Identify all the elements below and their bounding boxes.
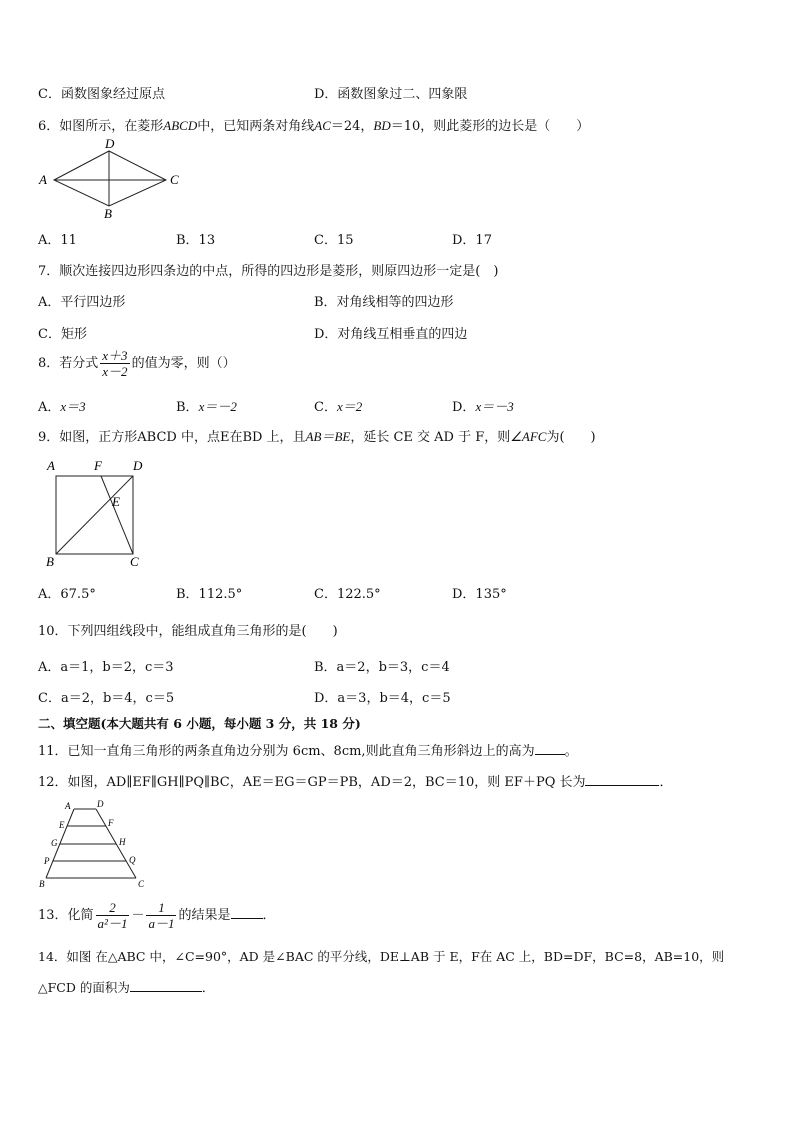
q6-label-d: D xyxy=(105,136,115,151)
q10-option-d: D．a＝3，b＝4，c＝5 xyxy=(314,691,451,706)
q12-label-h: H xyxy=(119,837,126,847)
q12-label-q: Q xyxy=(129,855,136,865)
q11-answer-blank[interactable] xyxy=(535,743,565,755)
q10-stem: 10．下列四组线段中，能组成直角三角形的是( ) xyxy=(38,624,338,639)
q9-square-figure xyxy=(40,456,150,572)
q10-option-c: C．a＝2，b＝4，c＝5 xyxy=(38,691,175,706)
q12-label-f: F xyxy=(108,818,114,828)
q7-option-c: C．矩形 xyxy=(38,327,87,342)
q8-fraction: $\frac{x+3}{x-2}$ xyxy=(102,348,128,379)
q9-option-a: A．67.5° xyxy=(38,587,96,602)
q5-option-d: D．函数图象过二、四象限 xyxy=(314,87,468,102)
q11-stem: 11．已知一直角三角形的两条直角边分别为 6cm、8cm,则此直角三角形斜边上的高为 。 xyxy=(38,744,578,759)
q12-label-a: A xyxy=(65,801,71,811)
q12-label-c: C xyxy=(138,879,145,889)
q9-label-a: A xyxy=(47,458,55,473)
q14-answer-blank[interactable] xyxy=(130,980,202,992)
q7-option-a: A．平行四边形 xyxy=(38,295,126,310)
q12-stem: 12．如图，AD∥EF∥GH∥PQ∥BC，AE＝EG＝GP＝PB，AD＝2，BC＝10，则 EF＋PQ 长为 ． xyxy=(38,775,673,790)
q12-label-e: E xyxy=(59,820,65,830)
q9-label-f: F xyxy=(94,458,102,473)
q12-trapezoid-figure xyxy=(36,798,156,894)
q9-label-c: C xyxy=(130,554,139,569)
q8-option-a: A．x＝3 xyxy=(38,399,86,415)
q13-fraction-2: $\frac{1}{a-1}$ xyxy=(148,900,175,931)
q12-label-g: G xyxy=(51,838,58,848)
q12-label-b: B xyxy=(39,879,45,889)
q12-label-d: D xyxy=(97,799,104,809)
q12-label-p: P xyxy=(44,856,50,866)
q10-option-b: B．a＝2，b＝3，c＝4 xyxy=(314,660,450,675)
q7-option-d: D．对角线互相垂直的四边 xyxy=(314,327,468,342)
q6-option-c: C．15 xyxy=(314,233,354,248)
q6-stem: 6．如图所示，在菱形ABCD中，已知两条对角线AC＝24，BD＝10，则此菱形的边长是（ ） xyxy=(38,118,590,134)
q14-stem-line1: 14．如图 在△ABC 中，∠C=90°，AD 是∠BAC 的平分线，DE⊥AB 于 E，F在 AC 上，BD=DF，BC=8，AB=10，则 xyxy=(38,949,725,964)
q6-option-d: D．17 xyxy=(452,233,492,248)
q13-answer-blank[interactable] xyxy=(231,907,263,919)
q14-stem-line2: △FCD 的面积为 ． xyxy=(38,980,215,995)
q6-label-b: B xyxy=(104,206,112,220)
q6-rhombus-figure xyxy=(34,136,194,220)
q10-option-a: A．a＝1，b＝2，c＝3 xyxy=(38,660,174,675)
q7-stem: 7．顺次连接四边形四条边的中点，所得的四边形是菱形，则原四边形一定是( ) xyxy=(38,264,499,279)
q8-option-d: D．x＝－3 xyxy=(452,399,514,415)
q6-option-a: A．11 xyxy=(38,233,77,248)
q9-stem: 9．如图，正方形ABCD 中，点E在BD 上，且AB＝BE，延长 CE 交 AD 于 F，则∠AFC为( ) xyxy=(38,429,596,445)
q5-option-c: C．函数图象经过原点 xyxy=(38,87,165,102)
q9-option-c: C．122.5° xyxy=(314,587,381,602)
q6-label-a: A xyxy=(39,172,47,187)
q13-stem: 13．化简 $\frac{2}{\text{a²－1}}$ － $\frac{1}{a-1}$ 的结果是 ． xyxy=(38,900,276,931)
q12-answer-blank[interactable] xyxy=(585,774,659,786)
section-title-fill-in: 二、填空题(本大题共有 6 小题，每小题 3 分，共 18 分) xyxy=(38,716,361,731)
q9-label-b: B xyxy=(46,554,54,569)
q9-option-b: B．112.5° xyxy=(176,587,243,602)
q13-fraction-1: $\frac{2}{\text{a²－1}}$ xyxy=(97,900,128,931)
q9-option-d: D．135° xyxy=(452,587,507,602)
q6-label-c: C xyxy=(170,172,179,187)
q8-option-c: C．x＝2 xyxy=(314,399,363,415)
q8-stem: 8．若分式 $\frac{x+3}{x-2}$ 的值为零，则（） xyxy=(38,348,236,379)
q9-label-d: D xyxy=(133,458,143,473)
q8-option-b: B．x＝－2 xyxy=(176,399,237,415)
q7-option-b: B．对角线相等的四边形 xyxy=(314,295,454,310)
q6-option-b: B．13 xyxy=(176,233,216,248)
q9-label-e: E xyxy=(112,494,120,509)
